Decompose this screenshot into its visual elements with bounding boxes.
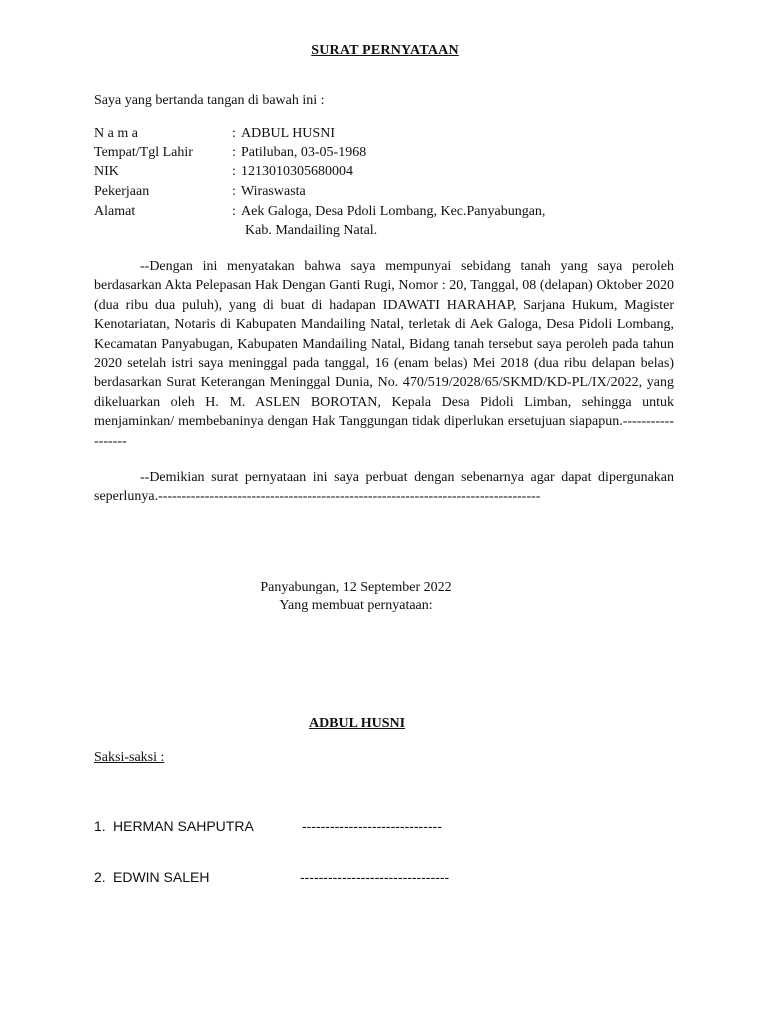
- witness-number: 1.: [94, 818, 106, 834]
- identity-colon: :: [232, 204, 236, 219]
- identity-label: N a m a: [94, 126, 138, 141]
- witness-name: EDWIN SALEH: [113, 869, 210, 885]
- identity-colon: :: [232, 184, 236, 199]
- witness-name: HERMAN SAHPUTRA: [113, 818, 254, 834]
- identity-label: Alamat: [94, 204, 136, 219]
- address-continuation: Kab. Mandailing Natal.: [245, 223, 378, 238]
- intro-text: Saya yang bertanda tangan di bawah ini :: [94, 93, 325, 108]
- place-date: Panyabungan, 12 September 2022: [260, 580, 452, 595]
- identity-value: ADBUL HUSNI: [241, 126, 335, 141]
- identity-colon: :: [232, 164, 236, 179]
- witness-signature-line: ------------------------------: [302, 818, 442, 834]
- identity-value: Patiluban, 03-05-1968: [241, 145, 367, 160]
- identity-label: Pekerjaan: [94, 184, 150, 199]
- identity-value: 1213010305680004: [241, 164, 353, 179]
- identity-colon: :: [232, 145, 236, 160]
- identity-value: Wiraswasta: [241, 184, 306, 199]
- identity-colon: :: [232, 126, 236, 141]
- identity-label: NIK: [94, 164, 119, 179]
- closing-text: --Demikian surat pernyataan ini saya perbuat dengan sebenarnya agar dapat dipergunakan seperlunya.----------------------------------------------------------------------------------: [94, 470, 674, 505]
- identity-label: Tempat/Tgl Lahir: [94, 145, 193, 160]
- statement-paragraph: [94, 257, 674, 451]
- witness-number: 2.: [94, 869, 106, 885]
- closing-paragraph: [94, 468, 674, 507]
- signer-name: ADBUL HUSNI: [308, 716, 406, 731]
- identity-value: Aek Galoga, Desa Pdoli Lombang, Kec.Panyabungan,: [241, 204, 546, 219]
- document-title: SURAT PERNYATAAN: [311, 43, 459, 58]
- witnesses-heading: Saksi-saksi :: [94, 750, 165, 765]
- statement-text: --Dengan ini menyatakan bahwa saya mempunyai sebidang tanah yang saya peroleh berdasarkan Akta Pelepasan Hak Dengan Ganti Rugi, Nomor : 20, Tanggal, 08 (delapan) Oktober 2020 (dua ribu dua puluh), yang di buat di hadapan IDAWATI HARAHAP, Sarjana Hukum, Magister Kenotariatan, Notaris di Kabupaten Mandailing Natal, terletak di Aek Galoga, Desa Pidoli Lombang, Kecamatan Panyabugan, Kabupaten Mandailing Natal, Bidang tanah tersebut saya peroleh pada tahun 2020 setelah istri saya meninggal pada tanggal, 16 (enam belas) Mei 2018 (dua ribu delapan belas) berdasarkan Surat Keterangan Meninggal Dunia, No. 470/519/2028/65/SKMD/KD-PL/IX/2022, yang dikeluarkan oleh H. M. ASLEN BOROTAN, Kepala Desa Pidoli Limban, sehingga untuk menjaminkan/ membebaninya dengan Hak Tanggungan tidak diperlukan ersetujuan siapapun.------------------: [94, 259, 674, 449]
- witness-signature-line: --------------------------------: [300, 869, 450, 885]
- maker-label: Yang membuat pernyataan:: [279, 598, 433, 613]
